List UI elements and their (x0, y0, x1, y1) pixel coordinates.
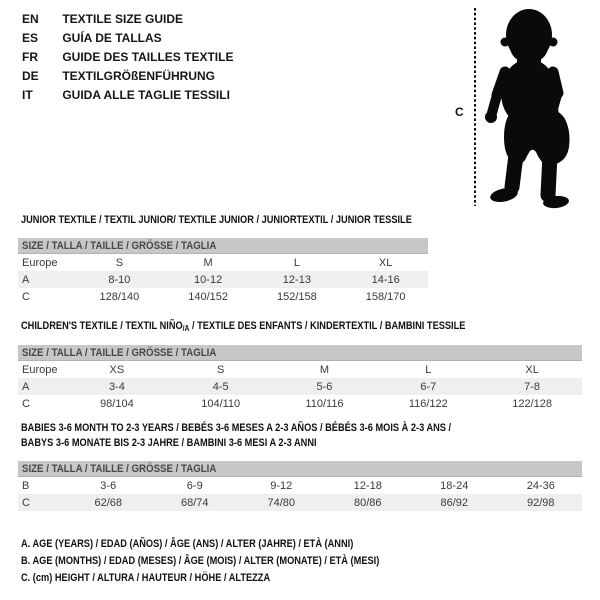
language-title-list (22, 10, 233, 105)
baby-silhouette-icon (468, 5, 578, 210)
table-row (18, 361, 582, 379)
cell: 12-18 (353, 479, 382, 492)
size-header-row (18, 238, 428, 254)
lang-code: EN (22, 12, 39, 26)
cell: 86/92 (409, 494, 496, 511)
lang-row-fr (22, 48, 233, 67)
cell: 98/104 (100, 397, 134, 410)
cell: 92/98 (496, 494, 583, 511)
note-age-months (21, 553, 448, 570)
cell: 18-24 (440, 479, 469, 492)
cell: 128/140 (99, 290, 140, 303)
cell: 3-6 (100, 479, 117, 492)
row-label: C (18, 494, 63, 511)
cell: 122/128 (512, 397, 552, 410)
lang-row-en (22, 10, 233, 29)
babies-title-line1: BABIES 3-6 MONTH TO 2-3 YEARS / BEBÉS 3-6 MESES A 2-3 AÑOS / BÉBÉS 3-6 MOIS À 2-3 ANS / (21, 422, 452, 434)
title-subscript: /A (182, 324, 190, 333)
table-row (18, 477, 582, 495)
cell: L (293, 256, 300, 269)
table-row (18, 271, 428, 288)
lang-title: TEXTILE SIZE GUIDE (62, 12, 184, 26)
cell: 10-12 (162, 271, 251, 288)
cell: 14-16 (339, 271, 428, 288)
cell: 68/74 (150, 494, 237, 511)
cell: 116/122 (408, 397, 448, 410)
cell: 152/158 (276, 290, 317, 303)
children-table-title (21, 319, 550, 337)
lang-row-es (22, 29, 233, 48)
row-label: Europe (22, 363, 58, 376)
row-label: C (22, 290, 30, 303)
row-label: A (18, 271, 73, 288)
lang-row-de (22, 67, 233, 86)
size-header-label: SIZE / TALLA / TAILLE / GRÖSSE / TAGLIA (22, 239, 217, 252)
junior-table-title-text: JUNIOR TEXTILE / TEXTIL JUNIOR/ TEXTILE JUNIOR / JUNIORTEXTIL / JUNIOR TESSILE (21, 214, 412, 226)
cell: XL (525, 363, 539, 376)
cell: 104/110 (201, 397, 241, 410)
children-table-title-text (21, 319, 465, 337)
cell: 6-9 (186, 479, 203, 492)
cell: 74/80 (236, 494, 323, 511)
row-label: B (22, 479, 30, 492)
table-row (18, 395, 582, 412)
junior-size-table (18, 238, 428, 305)
title-part: CHILDREN'S TEXTILE / TEXTIL NIÑO (21, 320, 183, 332)
children-size-table (18, 345, 582, 412)
cell: S (115, 256, 124, 269)
size-header-label: SIZE / TALLA / TAILLE / GRÖSSE / TAGLIA (22, 462, 217, 475)
size-header-row (18, 461, 582, 477)
row-label: Europe (22, 256, 58, 269)
lang-code: FR (22, 50, 38, 64)
legend-notes (21, 536, 448, 587)
cell: XS (109, 363, 125, 376)
junior-table-title (21, 213, 486, 228)
cell: 140/152 (188, 290, 228, 303)
lang-title: TEXTILGRÖßENFÜHRUNG (62, 69, 216, 83)
cell: 12-13 (251, 271, 340, 288)
title-part: / TEXTILE DES ENFANTS / KINDERTEXTIL / BAMBINI TESSILE (189, 320, 466, 332)
cell: 6-7 (374, 378, 478, 395)
lang-row-it (22, 86, 233, 105)
note-text: C. (cm) HEIGHT / ALTURA / HAUTEUR / HÖHE / ALTEZZA (21, 572, 271, 584)
cell: 5-6 (271, 378, 375, 395)
cell: 3-4 (63, 378, 167, 395)
cell: M (203, 256, 213, 269)
cell: 8-10 (73, 271, 162, 288)
babies-size-table (18, 461, 582, 511)
cell: 4-5 (167, 378, 271, 395)
cell: 158/170 (365, 290, 406, 303)
row-label: A (18, 378, 63, 395)
note-age-years (21, 536, 448, 553)
size-header-row (18, 345, 582, 361)
cell: M (319, 363, 330, 376)
note-height-cm (21, 570, 448, 587)
babies-title-line2: BABYS 3-6 MONATE BIS 2-3 JAHRE / BAMBINI 3-6 MESI A 2-3 ANNI (21, 436, 317, 449)
cell: L (425, 363, 432, 376)
cell: 110/116 (305, 397, 344, 410)
baby-silhouette (485, 9, 570, 209)
babies-table-title (21, 421, 533, 450)
lang-title: GUIDE DES TAILLES TEXTILE (62, 50, 234, 64)
note-text: A. AGE (YEARS) / EDAD (AÑOS) / ÂGE (ANS) / ALTER (JAHRE) / ETÀ (ANNI) (21, 538, 354, 550)
cell: 24-36 (526, 479, 555, 492)
cell: 62/68 (63, 494, 150, 511)
size-header-label: SIZE / TALLA / TAILLE / GRÖSSE / TAGLIA (22, 346, 217, 359)
note-text: B. AGE (MONTHS) / EDAD (MESES) / ÂGE (MOIS) / ALTER (MONATE) / ETÀ (MESI) (21, 555, 380, 567)
table-row (18, 288, 428, 305)
table-row (18, 378, 582, 395)
cell: 7-8 (478, 378, 582, 395)
table-row (18, 254, 428, 272)
lang-code: ES (22, 31, 39, 45)
lang-title: GUÍA DE TALLAS (62, 31, 162, 45)
table-row (18, 494, 582, 511)
lang-code: DE (22, 69, 39, 83)
cell: S (217, 363, 225, 376)
row-label: C (22, 397, 30, 410)
cell: XL (378, 256, 393, 269)
cell: 80/86 (323, 494, 410, 511)
lang-code: IT (22, 88, 33, 102)
cell: 9-12 (270, 479, 293, 492)
height-marker-label: C (455, 105, 464, 119)
lang-title: GUIDA ALLE TAGLIE TESSILI (62, 88, 230, 102)
